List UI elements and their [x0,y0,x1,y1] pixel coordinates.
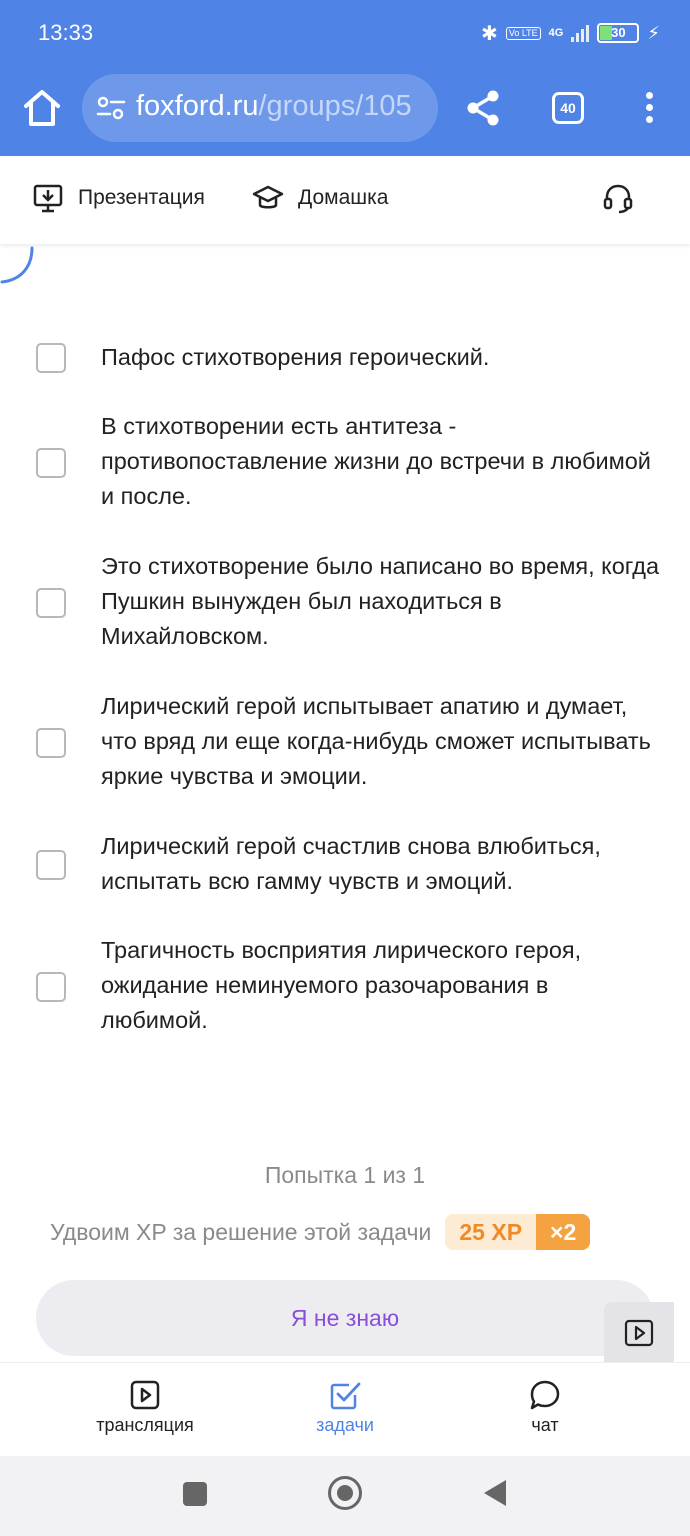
share-icon[interactable] [464,88,502,128]
battery-level: 30 [611,25,626,40]
signal-icon [571,24,589,42]
nav-stream-label: трансляция [96,1415,194,1435]
progress-arc [0,244,40,288]
browser-menu-icon[interactable] [644,92,654,126]
option-text: Пафос стихотворения героический. [101,344,490,370]
back-icon[interactable] [484,1480,506,1506]
bluetooth-icon: ✱ [481,22,498,45]
support-headset-icon[interactable] [602,182,634,214]
download-icon [32,182,64,214]
tab-switcher-button[interactable]: 40 [552,92,584,124]
address-bar[interactable] [82,74,438,142]
xp-badge: 25 XP [445,1214,536,1250]
status-icons [481,20,660,46]
url-host: foxford.ru [136,90,259,122]
home-icon[interactable] [22,86,62,130]
system-home-icon[interactable] [328,1476,362,1510]
option-text: Лирический герой счастлив снова влюбиться, испытать всю гамму чувств и эмоций. [101,833,601,894]
volte-icon: Vo LTE [506,27,541,40]
site-settings-icon[interactable] [96,94,126,122]
option-checkbox[interactable] [36,343,66,373]
option-checkbox[interactable] [36,448,66,478]
nav-tasks[interactable] [270,1363,420,1436]
nav-chat-label: чат [531,1415,559,1435]
nav-tasks-label: задачи [316,1415,374,1435]
checkbox-icon [329,1379,361,1411]
recent-apps-icon[interactable] [183,1482,207,1506]
xp-multiplier: ×2 [536,1214,590,1250]
bottom-navigation [0,1362,690,1456]
dont-know-button[interactable]: Я не знаю [36,1280,654,1356]
graduation-cap-icon [252,182,284,214]
play-icon [624,1318,654,1348]
nav-chat[interactable] [470,1363,620,1436]
browser-top-bar [0,0,690,156]
option-text: В стихотворении есть антитеза - противопоставление жизни до встречи в любимой и после. [101,413,651,509]
option-checkbox[interactable] [36,850,66,880]
option-checkbox[interactable] [36,972,66,1002]
homework-label: Домашка [298,186,389,209]
xp-bonus-row [50,1214,590,1250]
option-text: Трагичность восприятия лирического героя, ожидание неминуемого разочарования в любимой. [101,937,582,1033]
url-text [136,90,412,123]
battery-icon [597,23,639,43]
lesson-toolbar [0,156,690,244]
option-checkbox[interactable] [36,728,66,758]
floating-video-button[interactable] [604,1302,674,1362]
nav-stream[interactable] [70,1363,220,1436]
presentation-label: Презентация [78,186,205,209]
option-checkbox[interactable] [36,588,66,618]
network-type: 4G [548,27,564,39]
status-time: 13:33 [38,20,94,45]
presentation-button[interactable] [32,182,205,214]
chat-bubble-icon [529,1379,561,1411]
charging-icon: ⚡ [647,22,660,43]
attempt-counter: Попытка 1 из 1 [264,1162,426,1188]
option-text: Лирический герой испытывает апатию и думает, что вряд ли еще когда-нибудь сможет испытывать яркие чувства и эмоции. [101,693,651,789]
homework-button[interactable] [252,182,388,214]
url-path: /groups/105 [258,90,412,122]
play-icon [129,1379,161,1411]
option-text: Это стихотворение было написано во время, когда Пушкин вынужден был находиться в Михайловском. [101,553,660,649]
xp-bonus-text: Удвоим XP за решение этой задачи [50,1218,432,1245]
